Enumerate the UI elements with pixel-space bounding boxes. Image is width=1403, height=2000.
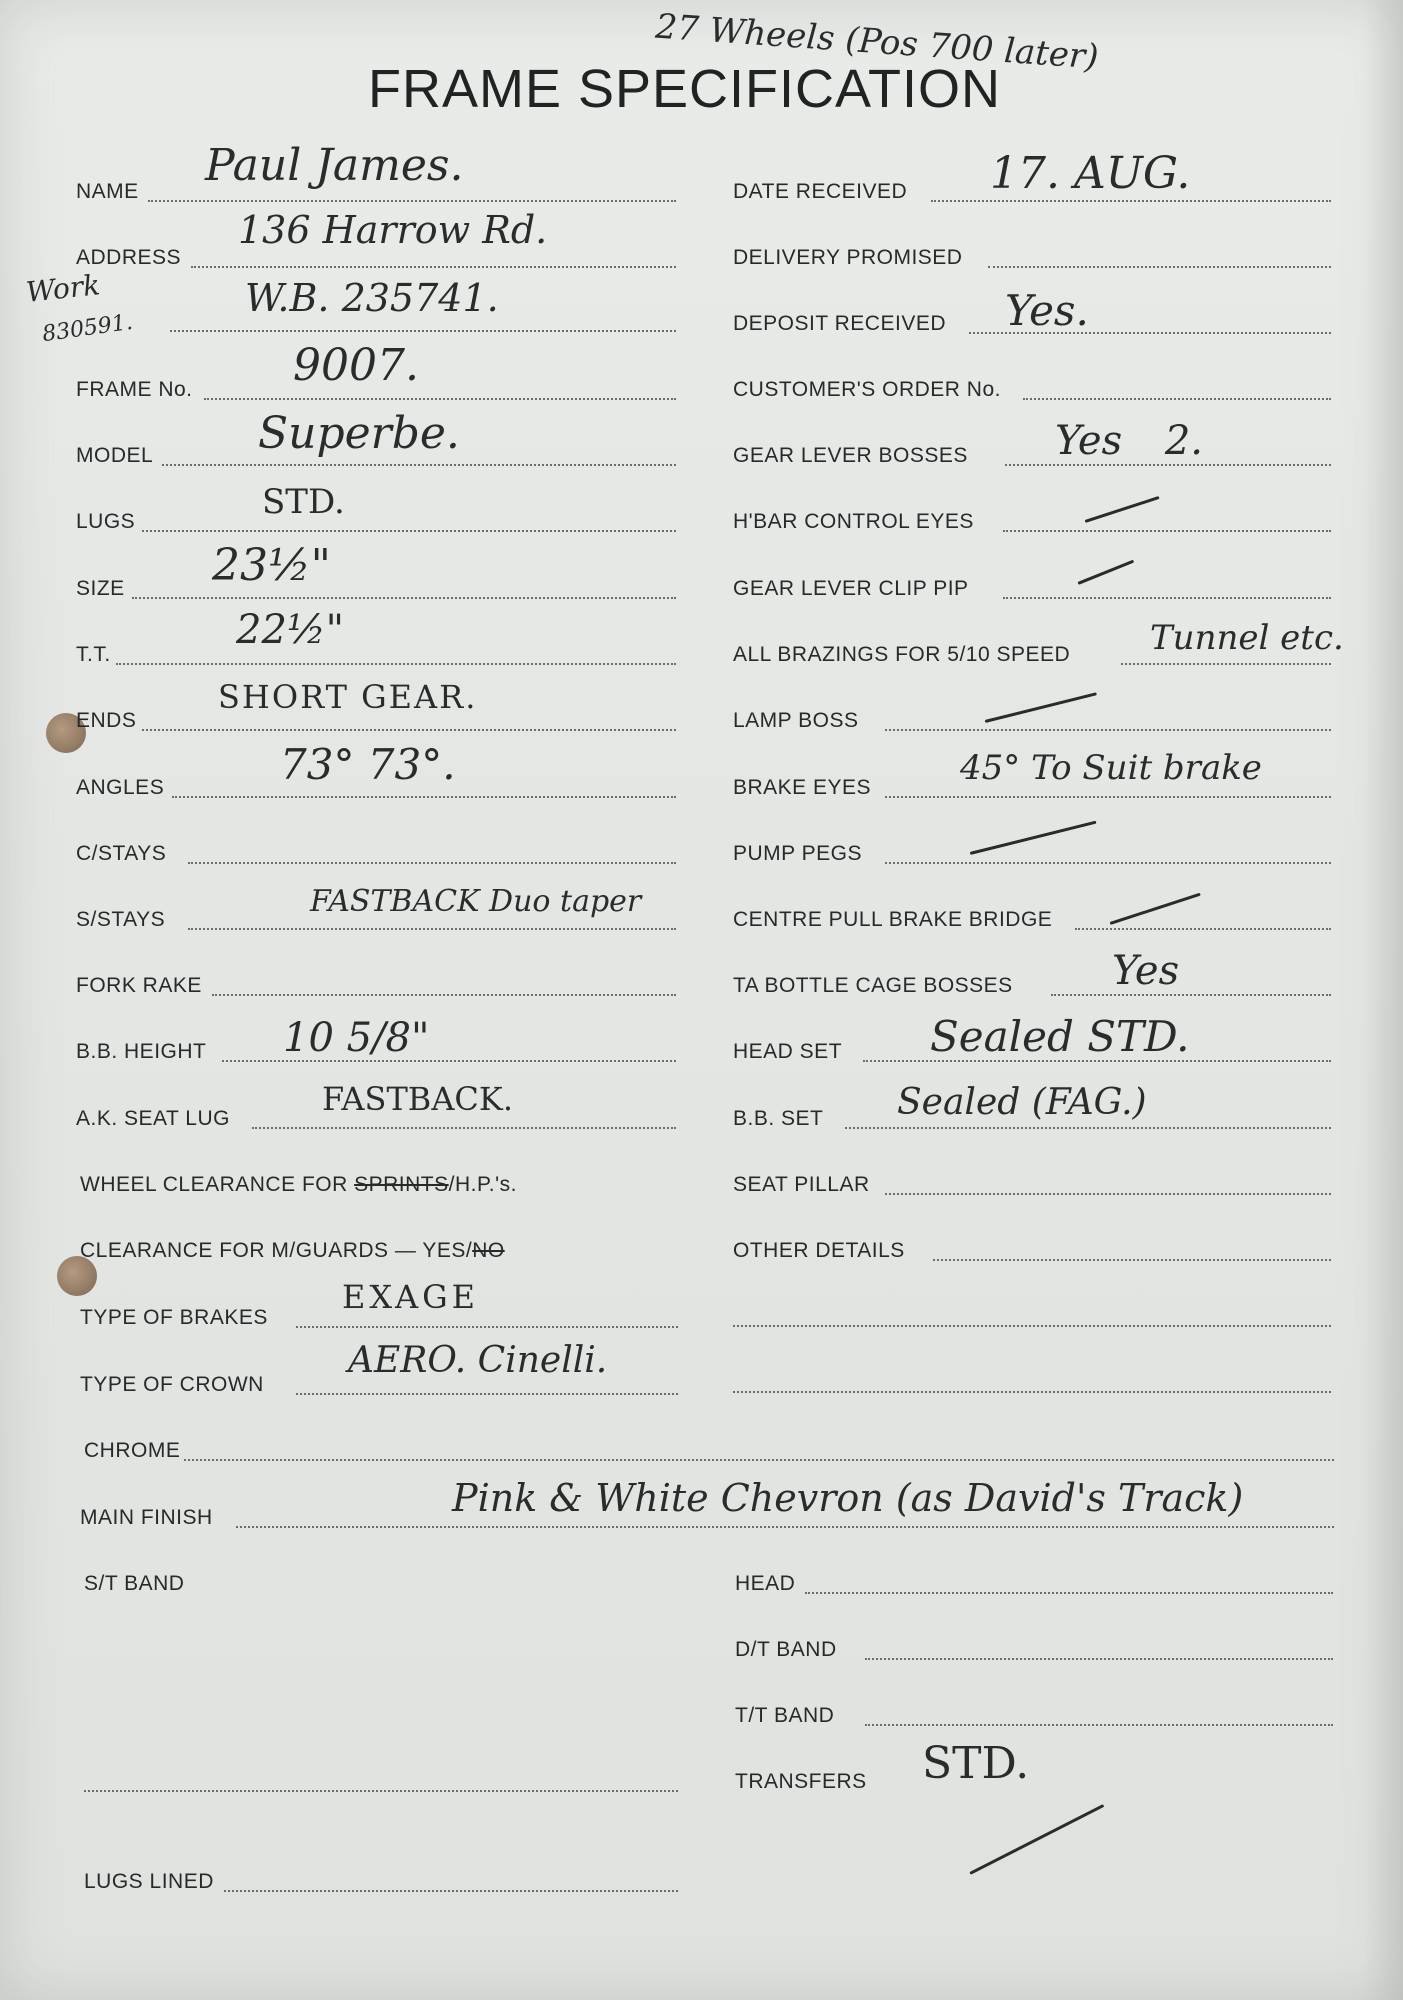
label-lugs-lined: LUGS LINED <box>84 1870 214 1893</box>
label-lugs: LUGS <box>76 510 136 533</box>
value-main-finish[interactable]: Pink & White Chevron (as David's Track) <box>452 1476 1244 1520</box>
field-lugs <box>76 498 676 534</box>
field-customer-order <box>733 366 1331 402</box>
field-wheel-clearance <box>80 1161 680 1197</box>
field-delivery-promised <box>733 234 1331 270</box>
value-transfers[interactable]: STD. <box>922 1738 1030 1789</box>
value-brake-eyes[interactable]: 45° To Suit brake <box>960 748 1262 788</box>
label-main-finish: MAIN FINISH <box>80 1506 213 1529</box>
label-sstays: S/STAYS <box>76 908 166 931</box>
label-cstays: C/STAYS <box>76 842 167 865</box>
field-tt <box>76 631 676 667</box>
value-head-set[interactable]: Sealed STD. <box>930 1012 1190 1061</box>
margin-note-line2: 830591. <box>40 309 135 348</box>
value-crown[interactable]: AERO. Cinelli. <box>348 1340 608 1381</box>
value-name[interactable]: Paul James. <box>205 140 464 191</box>
value-model[interactable]: Superbe. <box>258 408 460 459</box>
label-seat-pillar: SEAT PILLAR <box>733 1173 870 1196</box>
value-ta-bottle[interactable]: Yes <box>1112 948 1180 994</box>
label-pump-pegs: PUMP PEGS <box>733 842 862 865</box>
value-frame-no[interactable]: 9007. <box>293 340 419 391</box>
label-ta-bottle: TA BOTTLE CAGE BOSSES <box>733 974 1013 997</box>
value-tt[interactable]: 22½" <box>236 607 345 653</box>
value-bb-height[interactable]: 10 5/8" <box>283 1015 430 1061</box>
label-brakes: TYPE OF BRAKES <box>80 1306 268 1329</box>
label-crown: TYPE OF CROWN <box>80 1373 264 1396</box>
label-head: HEAD <box>735 1572 796 1595</box>
field-other-details <box>733 1227 1331 1263</box>
field-st-band <box>84 1560 384 1596</box>
top-handwritten-note: 27 Wheels (Pos 700 later) <box>654 6 1100 78</box>
label-all-brazings: ALL BRAZINGS FOR 5/10 SPEED <box>733 643 1071 666</box>
label-deposit-received: DEPOSIT RECEIVED <box>733 312 946 335</box>
label-other-details: OTHER DETAILS <box>733 1239 905 1262</box>
label-angles: ANGLES <box>76 776 165 799</box>
label-hbar-control-eyes: H'BAR CONTROL EYES <box>733 510 974 533</box>
label-tt-band: T/T BAND <box>735 1704 835 1727</box>
field-seat-pillar <box>733 1161 1331 1197</box>
value-size[interactable]: 23½" <box>212 540 331 591</box>
field-tt-band <box>735 1692 1333 1728</box>
paper-edge <box>1363 0 1403 2000</box>
label-model: MODEL <box>76 444 154 467</box>
label-tt: T.T. <box>76 643 111 666</box>
value-deposit-received[interactable]: Yes. <box>1005 286 1089 335</box>
label-delivery-promised: DELIVERY PROMISED <box>733 246 963 269</box>
form-title: FRAME SPECIFICATION <box>368 59 1002 119</box>
value-sstays[interactable]: FASTBACK Duo taper <box>310 884 642 919</box>
label-dt-band: D/T BAND <box>735 1638 837 1661</box>
value-lugs[interactable]: STD. <box>262 482 345 522</box>
label-brake-eyes: BRAKE EYES <box>733 776 872 799</box>
label-customer-order: CUSTOMER'S ORDER No. <box>733 378 1001 401</box>
label-mguards: CLEARANCE FOR M/GUARDS — YES/NO <box>80 1239 505 1262</box>
value-date-received[interactable]: 17. AUG. <box>990 148 1191 199</box>
label-st-band: S/T BAND <box>84 1572 185 1595</box>
label-centre-pull: CENTRE PULL BRAKE BRIDGE <box>733 908 1053 931</box>
tick-lugs-lined <box>969 1804 1104 1875</box>
label-bb-height: B.B. HEIGHT <box>76 1040 207 1063</box>
field-head <box>735 1560 1333 1596</box>
field-size <box>76 565 676 601</box>
field-lugs-lined <box>84 1858 678 1894</box>
field-centre-pull <box>733 896 1331 932</box>
label-transfers: TRANSFERS <box>735 1770 867 1793</box>
value-bb-set[interactable]: Sealed (FAG.) <box>897 1082 1147 1123</box>
label-lamp-boss: LAMP BOSS <box>733 709 859 732</box>
label-fork-rake: FORK RAKE <box>76 974 202 997</box>
field-ta-bottle <box>733 962 1331 998</box>
label-date-received: DATE RECEIVED <box>733 180 908 203</box>
value-ends[interactable]: SHORT GEAR. <box>218 678 478 716</box>
label-chrome: CHROME <box>84 1439 181 1462</box>
value-address[interactable]: 136 Harrow Rd. <box>238 208 548 252</box>
value-gear-lever-bosses[interactable]: Yes 2. <box>1055 418 1204 464</box>
value-angles[interactable]: 73° 73°. <box>280 740 456 789</box>
label-head-set: HEAD SET <box>733 1040 843 1063</box>
label-ends: ENDS <box>76 709 137 732</box>
field-dt-band <box>735 1626 1333 1662</box>
field-lamp-boss <box>733 697 1331 733</box>
field-chrome <box>84 1427 1334 1463</box>
label-name: NAME <box>76 180 139 203</box>
label-bb-set: B.B. SET <box>733 1107 824 1130</box>
value-ak-seat-lug[interactable]: FASTBACK. <box>322 1080 513 1118</box>
field-gear-lever-clip-pip <box>733 565 1331 601</box>
label-address: ADDRESS <box>76 246 182 269</box>
label-ak-seat-lug: A.K. SEAT LUG <box>76 1107 230 1130</box>
value-all-brazings[interactable]: Tunnel etc. <box>1150 618 1344 658</box>
margin-note-line1: Work <box>24 268 102 309</box>
value-address-line2[interactable]: W.B. 235741. <box>245 276 499 320</box>
field-gear-lever-bosses <box>733 432 1331 468</box>
label-wheel-clearance: WHEEL CLEARANCE FOR SPRINTS/H.P.'s. <box>80 1173 517 1196</box>
field-cstays <box>76 830 676 866</box>
field-hbar-control-eyes <box>733 498 1331 534</box>
field-mguards <box>80 1227 680 1263</box>
label-gear-lever-clip-pip: GEAR LEVER CLIP PIP <box>733 577 969 600</box>
label-size: SIZE <box>76 577 125 600</box>
field-fork-rake <box>76 962 676 998</box>
value-brakes[interactable]: EXAGE <box>342 1278 480 1316</box>
label-frame-no: FRAME No. <box>76 378 193 401</box>
label-gear-lever-bosses: GEAR LEVER BOSSES <box>733 444 968 467</box>
